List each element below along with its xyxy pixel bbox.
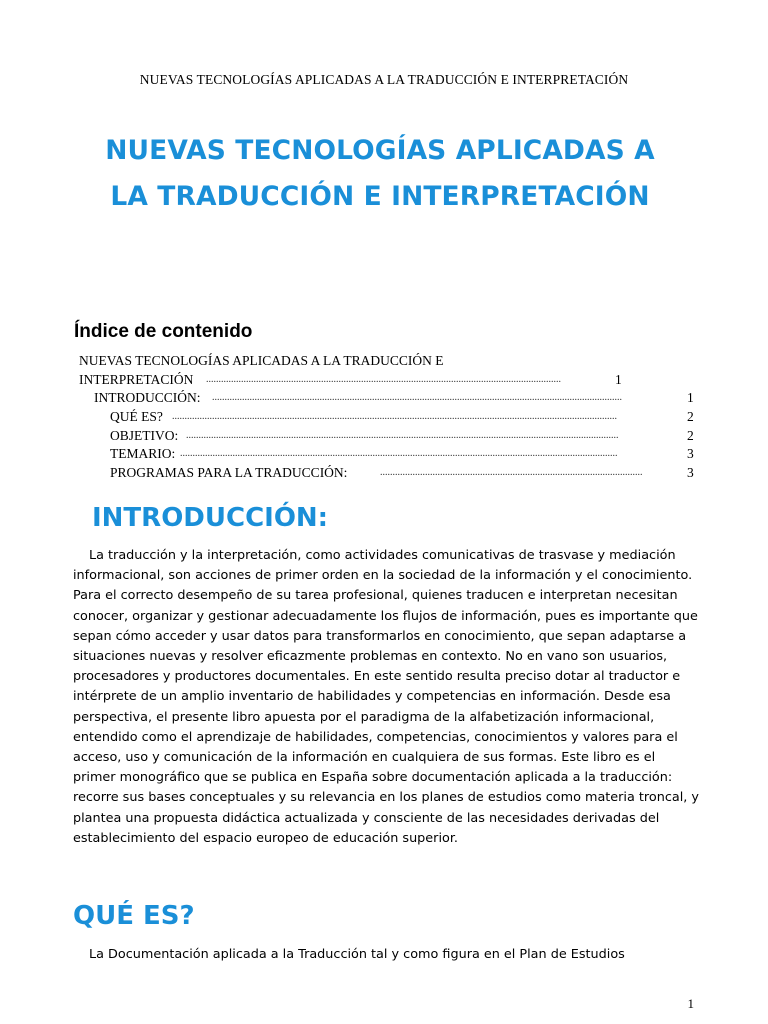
que-es-paragraph: La Documentación aplicada a la Traducción tal y como figura en el Plan de Estudios [89, 947, 625, 962]
toc-leader-dots: .................................................................................................................................................................... [212, 392, 622, 403]
toc-page-number: 3 [687, 446, 694, 461]
toc-entry-programas[interactable]: PROGRAMAS PARA LA TRADUCCIÓN: ......................................................................................................... 3 [110, 465, 694, 480]
toc-page-number: 1 [615, 372, 622, 387]
toc-leader-dots: ............................................................................................................................................................................... [180, 448, 618, 459]
document-title [60, 128, 700, 220]
toc-leader-dots: ......................................................................................................... [380, 467, 643, 478]
toc-page-number: 2 [687, 428, 694, 443]
toc-page-number: 1 [687, 390, 694, 405]
section-heading-introduccion: INTRODUCCIÓN: [92, 503, 329, 533]
toc-entry-title-line-1[interactable]: NUEVAS TECNOLOGÍAS APLICADAS A LA TRADUCCIÓN E [79, 353, 444, 368]
toc-leader-dots: .................................................................................................................................................................................. [172, 411, 617, 422]
toc-entry-objetivo[interactable]: OBJETIVO: ............................................................................................................................................................................. 2 [110, 428, 694, 443]
page-number: 1 [687, 996, 694, 1011]
toc-leader-dots: ............................................................................................................................................................................. [186, 430, 619, 441]
toc-page-number: 3 [687, 465, 694, 480]
toc-entry-que-es[interactable]: QUÉ ES? .................................................................................................................................................................................. 2 [110, 409, 694, 424]
toc-page-number: 2 [687, 409, 694, 424]
toc-heading: Índice de contenido [74, 321, 253, 342]
document-title-line-1: NUEVAS TECNOLOGÍAS APLICADAS A [105, 135, 655, 166]
section-heading-que-es: QUÉ ES? [73, 901, 195, 931]
document-title-line-2: LA TRADUCCIÓN E INTERPRETACIÓN [110, 181, 650, 212]
intro-paragraph: La traducción y la interpretación, como actividades comunicativas de trasvase y mediación informacional, son acciones de primer orden en la sociedad de la información y el conocimiento. Para el correcto desempeño de su tarea profesional, quienes traducen e interpretan necesitan conocer, organizar y gestionar adecuadamente los flujos de información, pues es importante que sepan cómo acceder y usar datos para transformarlos en conocimiento, que sepan adaptarse a situaciones nuevas y resolver eficazmente problemas en contexto. No en vano son usuarios, procesadores y productores documentales. En este sentido resulta preciso dotar al traductor e intérprete de un amplio inventario de habilidades y competencias en información. Desde esa perspectiva, el presente libro apuesta por el paradigma de la alfabetización informacional, entendido como el aprendizaje de habilidades, competencias, conocimientos y valores para el acceso, uso y comunicación de la información en cualquiera de sus formas. Este libro es el primer monográfico que se publica en España sobre documentación aplicada a la traducción: recorre sus bases conceptuales y su relevancia en los planes de estudios como materia troncal, y plantea una propuesta didáctica actualizada y consciente de las necesidades derivadas del establecimiento del espacio europeo de educación superior. [73, 548, 699, 846]
toc-entry-temario[interactable]: TEMARIO: ............................................................................................................................................................................... 3 [110, 446, 694, 461]
toc-entry-introduccion[interactable]: INTRODUCCIÓN: .................................................................................................................................................................... 1 [94, 390, 694, 405]
running-header: NUEVAS TECNOLOGÍAS APLICADAS A LA TRADUCCIÓN E INTERPRETACIÓN [139, 72, 629, 87]
toc-entry-title[interactable]: INTERPRETACIÓN .............................................................................................................................................. 1 [79, 372, 622, 387]
toc-leader-dots: .............................................................................................................................................. [206, 374, 561, 385]
